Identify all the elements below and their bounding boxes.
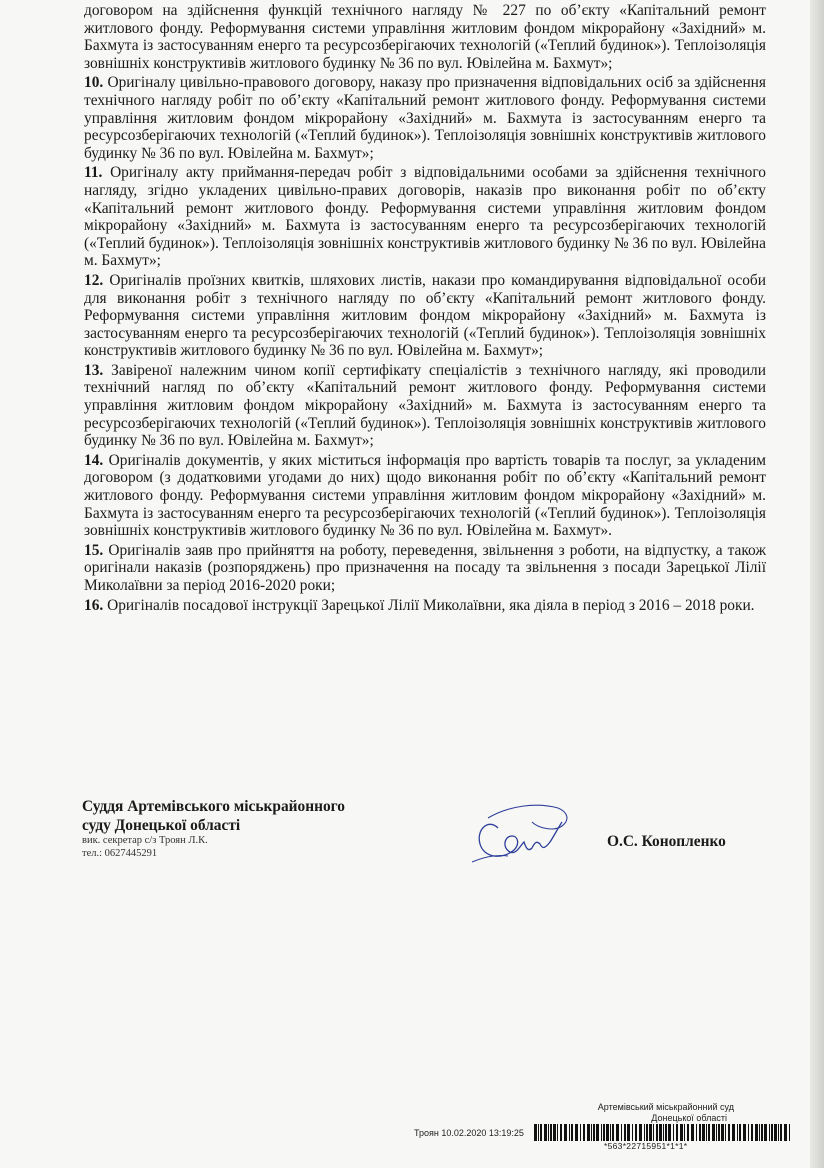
phone-line: тел.: 0627445291 xyxy=(82,847,158,859)
barcode-bar xyxy=(548,1124,549,1141)
barcode-bar xyxy=(571,1124,573,1141)
list-item-number: 11. xyxy=(84,164,103,182)
document-body xyxy=(84,2,766,616)
barcode-bar xyxy=(761,1124,763,1141)
barcode-number: *563*22715951*1*1* xyxy=(604,1141,688,1151)
list-item-16 xyxy=(84,597,766,615)
list-item-14 xyxy=(84,452,766,540)
barcode-bar xyxy=(728,1124,730,1141)
barcode-bar xyxy=(699,1124,701,1141)
barcode-bar xyxy=(769,1124,770,1141)
barcode-bar xyxy=(603,1124,605,1141)
stamp-datetime: Троян 10.02.2020 13:19:25 xyxy=(414,1128,524,1138)
barcode-bar xyxy=(676,1124,678,1141)
barcode-bar xyxy=(544,1124,547,1141)
barcode-bar xyxy=(635,1124,637,1141)
barcode-bar xyxy=(789,1124,790,1141)
list-item-number: 16. xyxy=(84,596,104,614)
stamp-court-name: Артемівський міськрайонний суд xyxy=(597,1102,734,1112)
barcode-bar xyxy=(751,1124,753,1141)
barcode-bar xyxy=(627,1124,630,1141)
barcode-bar xyxy=(601,1124,602,1141)
barcode-bar xyxy=(644,1124,645,1141)
barcode-bar xyxy=(656,1124,658,1141)
barcode-bar xyxy=(748,1124,749,1141)
court-title-line2: суду Донецької області xyxy=(82,817,241,834)
barcode-bar xyxy=(759,1124,760,1141)
barcode-bar xyxy=(553,1124,556,1141)
barcode-bar xyxy=(673,1124,674,1141)
list-item-number: 14. xyxy=(84,451,104,469)
barcode-bar xyxy=(534,1124,537,1141)
barcode-bar xyxy=(610,1124,611,1141)
barcode-bar xyxy=(716,1124,717,1141)
barcode-bar xyxy=(580,1124,581,1141)
barcode-bar xyxy=(774,1124,777,1141)
barcode-bar xyxy=(583,1124,585,1141)
barcode-bar xyxy=(663,1124,664,1141)
list-item-text: Завіреної належним чином копії сертифікату спеціалістів з технічного нагляду, які проводили технічний нагляд по об’єкту «Капітальний ремонт житлового фонду. Реформування системи управління житловим фондом мікрорайону «Західний» м. Бахмута із застосуванням енерго та ресурсозберігаючих технологій («Теплий будинок»). Теплоізоляція зовнішніх конструктивів житлового будинку № 36 по вул. Ювілейна м. Бахмут»; xyxy=(84,361,766,450)
barcode-bar xyxy=(591,1124,592,1141)
barcode-bar xyxy=(653,1124,654,1141)
list-item-13 xyxy=(84,362,766,450)
barcode-bar xyxy=(649,1124,652,1141)
barcode-bar xyxy=(624,1124,626,1141)
list-item-number: 15. xyxy=(84,541,104,559)
barcode-bar xyxy=(778,1124,779,1141)
barcode-bar xyxy=(665,1124,667,1141)
barcode-bar xyxy=(557,1124,558,1141)
list-item-text: Оригіналів посадової інструкції Зарецької Лілії Миколаївни, яка діяла в період з 2016 – 2018 роки. xyxy=(107,596,755,614)
barcode-bar xyxy=(612,1124,614,1141)
barcode-bar xyxy=(696,1124,697,1141)
barcode-bar xyxy=(593,1124,595,1141)
barcode-bar xyxy=(687,1124,689,1141)
barcode-icon xyxy=(534,1124,794,1141)
barcode-bar xyxy=(743,1124,746,1141)
barcode-bar xyxy=(737,1124,738,1141)
page-edge-shadow xyxy=(810,0,824,1168)
signature-block xyxy=(82,797,382,860)
barcode-bar xyxy=(659,1124,662,1141)
barcode-bar xyxy=(702,1124,705,1141)
barcode-bar xyxy=(668,1124,671,1141)
secretary-line: вик. секретар с/з Троян Л.К. xyxy=(82,835,208,846)
barcode-bar xyxy=(596,1124,599,1141)
barcode-bar xyxy=(560,1124,562,1141)
list-item-text: Оригіналу акту приймання-передач робіт з відповідальними особами за здійснення технічного нагляду, згідно укладених цивільно-правих договорів, наказів про виконання робіт по об’єкту «Капітальний ремонт житлового фонду. Реформування системи управління житловим фондом мікрорайону «Західний» м. Бахмута із застосуванням енерго та ресурсозберігаючих технологій («Теплий будинок»). Теплоізоляція зовнішніх конструктивів житлового будинку № 36 по вул. Ювілейна м. Бахмут»; xyxy=(84,164,766,270)
barcode-bar xyxy=(780,1124,782,1141)
barcode-bar xyxy=(616,1124,619,1141)
barcode-bar xyxy=(540,1124,542,1141)
barcode-bar xyxy=(712,1124,715,1141)
list-item-12 xyxy=(84,272,766,360)
barcode-bar xyxy=(639,1124,642,1141)
barcode-bar xyxy=(732,1124,735,1141)
barcode-bar xyxy=(684,1124,685,1141)
list-item-number: 13. xyxy=(84,361,104,379)
list-item-11 xyxy=(84,164,766,270)
court-stamp xyxy=(414,1102,812,1162)
barcode-bar xyxy=(706,1124,707,1141)
court-title-line1: Суддя Артемівського міськрайонного xyxy=(82,798,345,815)
barcode-bar xyxy=(646,1124,648,1141)
barcode-bar xyxy=(755,1124,758,1141)
intro-paragraph: договором на здійснення функцій технічного нагляду № 227 по об’єкту «Капітальний ремонт житлового фонду. Реформування системи управління житловим фондом мікрорайону «Західний» м. Бахмута із застосуванням енерго та ресурсозберігаючих технологій («Теплий будинок»). Теплоізоляція зовнішніх конструктивів житлового будинку № 36 по вул. Ювілейна м. Бахмут»; xyxy=(84,2,766,72)
handwritten-signature xyxy=(458,788,578,883)
barcode-bar xyxy=(569,1124,570,1141)
barcode-bar xyxy=(606,1124,609,1141)
barcode-bar xyxy=(739,1124,741,1141)
list-item-text: Оригіналів проїзних квитків, шляхових листів, накази про командирування відповідальної особи для виконання робіт з технічного нагляду по об’єкту «Капітальний ремонт житлового фонду. Реформування системи управління житловим фондом мікрорайону «Західний» м. Бахмута із застосуванням енерго та ресурсозберігаючих технологій («Теплий будинок»). Теплоізоляція зовнішніх конструктивів житлового будинку № 36 по вул. Ювілейна м. Бахмут»; xyxy=(84,271,766,360)
barcode-bar xyxy=(764,1124,767,1141)
list-item-text: Оригіналів документів, у яких міститься інформація про вартість товарів та послуг, за укладеним договором (з додатковими угодами до них) щодо виконання робіт по об’єкту «Капітальний ремонт житлового фонду. Реформування системи управління житловим фондом мікрорайону «Західний» м. Бахмута із застосуванням енерго та ресурсозберігаючих технологій («Теплий будинок»). Теплоізоляція зовнішніх конструктивів житлового будинку № 36 по вул. Ювілейна м. Бахмут». xyxy=(84,451,766,540)
judge-name: О.С. Коноплeнко xyxy=(607,833,726,850)
barcode-bar xyxy=(587,1124,590,1141)
barcode-bar xyxy=(721,1124,724,1141)
barcode-bar xyxy=(632,1124,633,1141)
list-item-10 xyxy=(84,74,766,162)
barcode-bar xyxy=(725,1124,726,1141)
barcode-bar xyxy=(784,1124,787,1141)
list-item-number: 10. xyxy=(84,74,104,92)
barcode-bar xyxy=(771,1124,773,1141)
barcode-bar xyxy=(718,1124,720,1141)
barcode-bar xyxy=(538,1124,539,1141)
list-item-text: Оригіналів заяв про прийняття на роботу, переведення, звільнення з роботи, на відпустку, а також оригінали наказів (розпоряджень) про призначення на посаду та звільнення з посади Зарецької Лілії Миколаївни за період 2016-2020 роки; xyxy=(84,541,766,594)
barcode-bar xyxy=(708,1124,710,1141)
barcode-bar xyxy=(621,1124,622,1141)
stamp-region: Донецької області xyxy=(651,1113,727,1123)
barcode-bar xyxy=(575,1124,578,1141)
barcode-bar xyxy=(564,1124,567,1141)
barcode-bar xyxy=(680,1124,683,1141)
barcode-bar xyxy=(550,1124,552,1141)
list-item-number: 12. xyxy=(84,271,104,289)
list-item-text: Оригіналу цивільно-правового договору, наказу про призначення відповідальних осіб за здійснення технічного нагляду робіт по об’єкту «Капітальний ремонт житлового фонду. Реформування системи управління житловим фондом мікрорайону «Західний» м. Бахмута із застосуванням енерго та ресурсозберігаючих технологій («Теплий будинок»). Теплоізоляція зовнішніх конструктивів житлового будинку № 36 по вул. Ювілейна м. Бахмут»; xyxy=(84,74,766,162)
list-item-15 xyxy=(84,542,766,595)
barcode-bar xyxy=(691,1124,694,1141)
